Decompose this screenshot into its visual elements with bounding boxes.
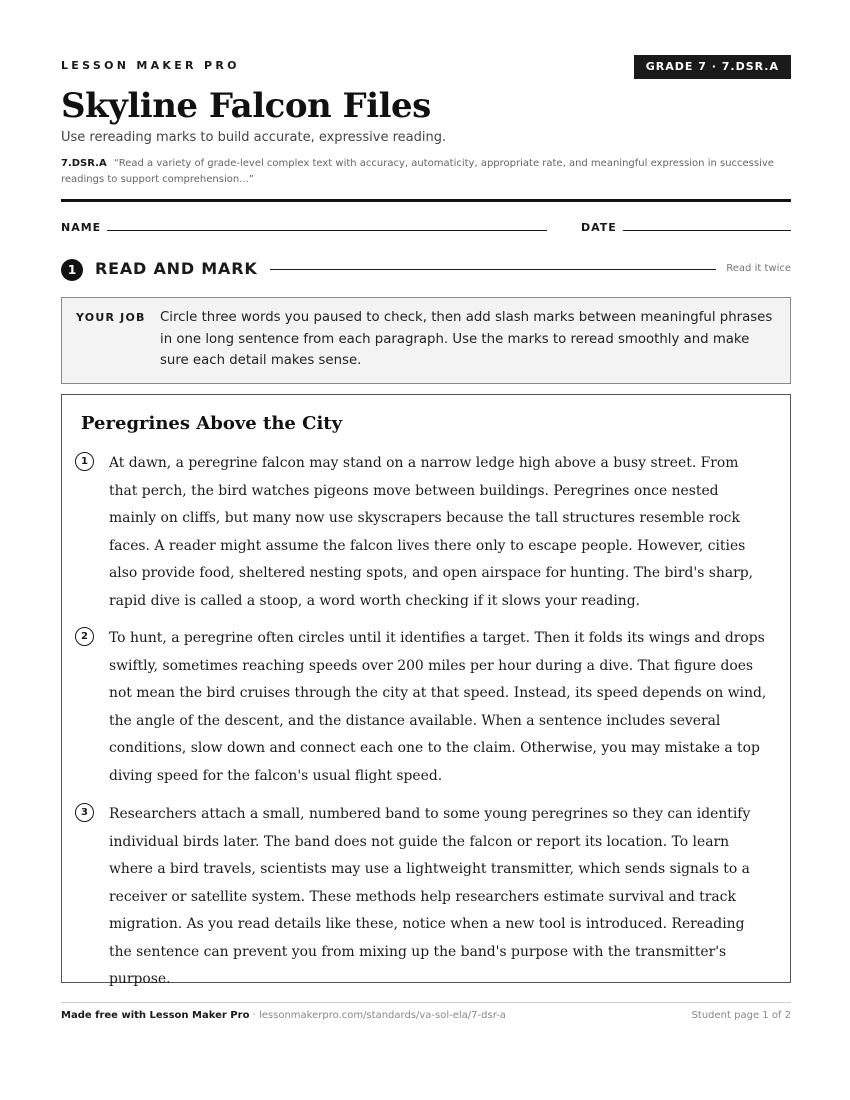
section-divider — [270, 269, 716, 270]
section-title: READ AND MARK — [95, 259, 258, 278]
paragraph-number-badge: 3 — [75, 803, 94, 822]
section-note: Read it twice — [726, 263, 791, 274]
your-job-text: Circle three words you paused to check, then add slash marks between meaningful phrases in one long sentence from each paragraph. Use the marks to reread smoothly and make sure each detail makes sense. — [160, 310, 773, 368]
page-title: Skyline Falcon Files — [61, 86, 431, 126]
standard-code: 7.DSR.A — [61, 158, 107, 169]
brand-name: LESSON MAKER PRO — [61, 59, 240, 72]
your-job-label: YOUR JOB — [76, 311, 146, 324]
paragraph-text: At dawn, a peregrine falcon may stand on a narrow ledge high above a busy street. From that perch, the bird watches pigeons move between buildings. Peregrines once nested mainly on cliffs, but many now use skyscrapers because the tall structures resemble rock faces. A reader might assume the falcon lives there only to escape people. However, cities also provide food, sheltered nesting spots, and open airspace for hunting. The bird's sharp, rapid dive is called a stoop, a word worth checking if it slows your reading. — [109, 455, 754, 609]
standard-text: “Read a variety of grade-level complex text with accuracy, automaticity, appropriate rate, and meaningful expression in successive readings to support comprehension...” — [61, 158, 774, 185]
footer-divider — [61, 1002, 791, 1003]
name-field[interactable] — [107, 230, 547, 231]
date-field[interactable] — [623, 230, 791, 231]
page-subtitle: Use rereading marks to build accurate, expressive reading. — [61, 130, 447, 145]
footer-made-by: Made free with Lesson Maker Pro — [61, 1010, 250, 1021]
section-heading — [61, 259, 791, 281]
paragraph-text: Researchers attach a small, numbered band to some young peregrines so they can identify individual birds later. The band does not guide the falcon or report its location. To learn where a bird travels, scientists may use a lightweight transmitter, which sends signals to a receiver or satellite system. These methods help researchers estimate survival and track migration. As you read details like these, notice when a new tool is introduced. Rereading the sentence can prevent you from mixing up the band's purpose with the transmitter's purpose. — [109, 806, 751, 987]
paragraph-number-badge: 1 — [75, 452, 94, 471]
paragraph-text: To hunt, a peregrine often circles until it identifies a target. Then it folds its wings and drops swiftly, sometimes reaching speeds over 200 miles per hour during a dive. That figure does not mean the bird cruises through the city at that speed. Instead, its speed depends on wind, the angle of the descent, and the distance available. When a sentence includes several conditions, slow down and connect each one to the claim. Otherwise, you may mistake a top diving speed for the falcon's usual flight speed. — [109, 630, 767, 784]
grade-badge: GRADE 7 · 7.DSR.A — [634, 55, 791, 79]
footer — [61, 1010, 791, 1021]
header-bar — [61, 55, 791, 79]
footer-page-number: Student page 1 of 2 — [691, 1010, 791, 1021]
footer-url: · lessonmakerpro.com/standards/va-sol-ela/7-dsr-a — [249, 1010, 506, 1021]
name-date-row — [61, 219, 791, 235]
standard-statement — [61, 156, 786, 188]
passage-title: Peregrines Above the City — [81, 413, 343, 434]
header-divider — [61, 199, 791, 202]
your-job-box — [61, 297, 791, 384]
name-label: NAME — [61, 221, 102, 234]
date-label: DATE — [581, 221, 617, 234]
reading-passage-box — [61, 394, 791, 987]
paragraph-number-badge: 2 — [75, 627, 94, 646]
section-number-badge: 1 — [61, 259, 83, 281]
